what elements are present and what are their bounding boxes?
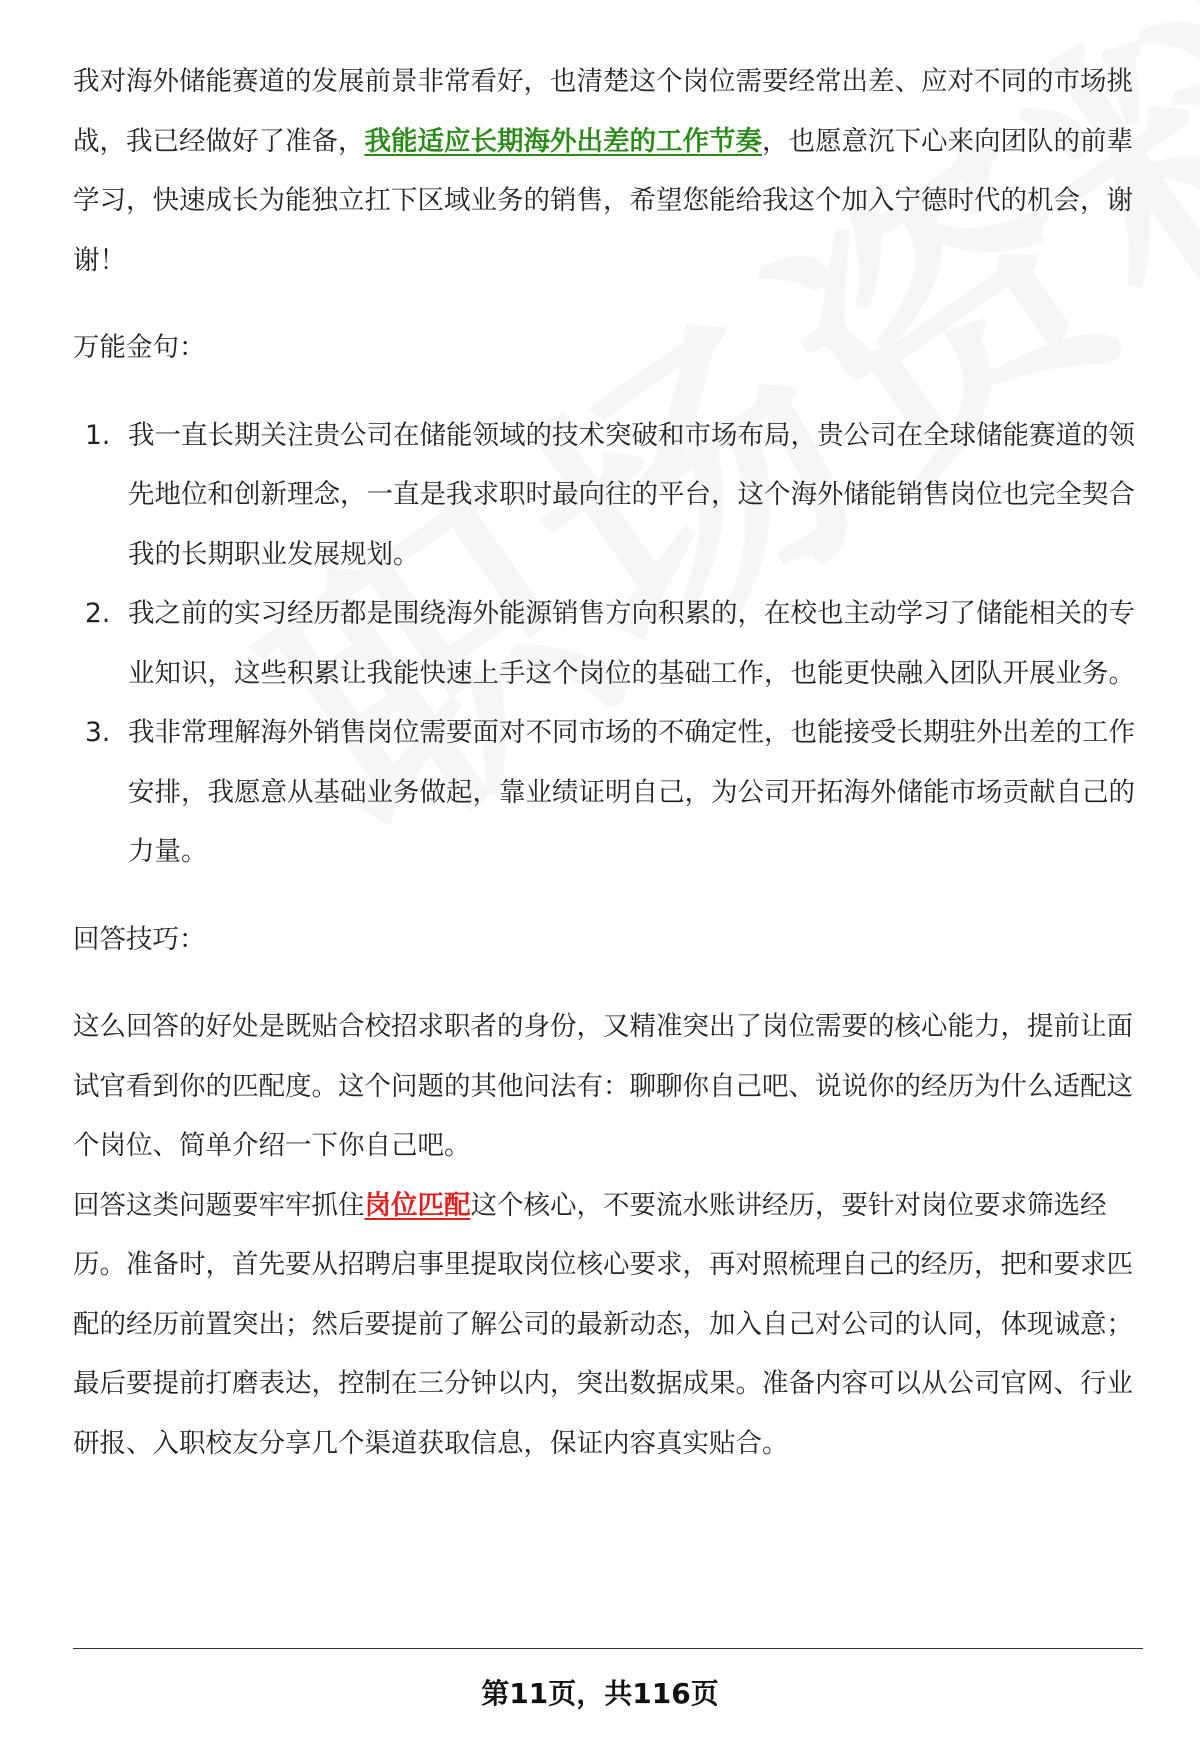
tips-highlight: 岗位匹配 (364, 1189, 471, 1221)
page-number: 第11页，共116页 (481, 1677, 719, 1710)
tips-paragraph-2 (73, 1176, 1143, 1474)
intro-paragraph (73, 52, 1143, 290)
intro-highlight: 我能适应长期海外出差的工作节奏 (364, 125, 762, 157)
tips-heading: 回答技巧： (73, 923, 206, 955)
golden-item-text: 我非常理解海外销售岗位需要面对不同市场的不确定性，也能接受长期驻外出差的工作安排，我愿意从基础业务做起，靠业绩证明自己，为公司开拓海外储能市场贡献自己的力量。 (128, 717, 1135, 867)
golden-item-number: 2. (85, 598, 111, 629)
tips-text-after: 这个核心，不要流水账讲经历，要针对岗位要求筛选经历。准备时，首先要从招聘启事里提取岗位核心要求，再对照梳理自己的经历，把和要求匹配的经历前置突出；然后要提前了解公司的最新动态，加入自己对公司的认同，体现诚意；最后要提前打磨表达，控制在三分钟以内，突出数据成果。准备内容可以从公司官网、行业研报、入职校友分享几个渠道获取信息，保证内容真实贴合。 (73, 1189, 1133, 1459)
golden-item-text: 我一直长期关注贵公司在储能领域的技术突破和市场布局，贵公司在全球储能赛道的领先地位和创新理念，一直是我求职时最向往的平台，这个海外储能销售岗位也完全契合我的长期职业发展规划。 (128, 419, 1135, 570)
intro-text-before: 我对海外储能赛道的发展前景非常看好，也清楚这个岗位需要经常出差、应对不同的市场挑战，我已经做好了准备， (73, 66, 1133, 157)
golden-heading: 万能金句： (73, 332, 206, 363)
golden-list (73, 406, 1143, 882)
golden-item-text: 我之前的实习经历都是围绕海外能源销售方向积累的，在校也主动学习了储能相关的专业知识，这些积累让我能快速上手这个岗位的基础工作，也能更快融入团队开展业务。 (128, 598, 1135, 689)
tips-paragraph-1: 这么回答的好处是既贴合校招求职者的身份，又精准突出了岗位需要的核心能力，提前让面试官看到你的匹配度。这个问题的其他问法有：聊聊你自己吧、说说你的经历为什么适配这个岗位、简单介绍一下你自己吧。 (73, 1011, 1133, 1161)
golden-item-3 (73, 703, 1143, 882)
golden-item-1 (73, 406, 1143, 585)
footer-divider (73, 1648, 1143, 1649)
golden-item-number: 3. (85, 717, 111, 748)
page-content (73, 52, 1143, 1473)
golden-item-2 (73, 584, 1143, 703)
tips-text-before: 回答这类问题要牢牢抓住 (73, 1189, 365, 1221)
golden-item-number: 1. (85, 419, 111, 451)
intro-text-after: ，也愿意沉下心来向团队的前辈学习，快速成长为能独立扛下区域业务的销售，希望您能给我这个加入宁德时代的机会，谢谢！ (73, 125, 1133, 276)
